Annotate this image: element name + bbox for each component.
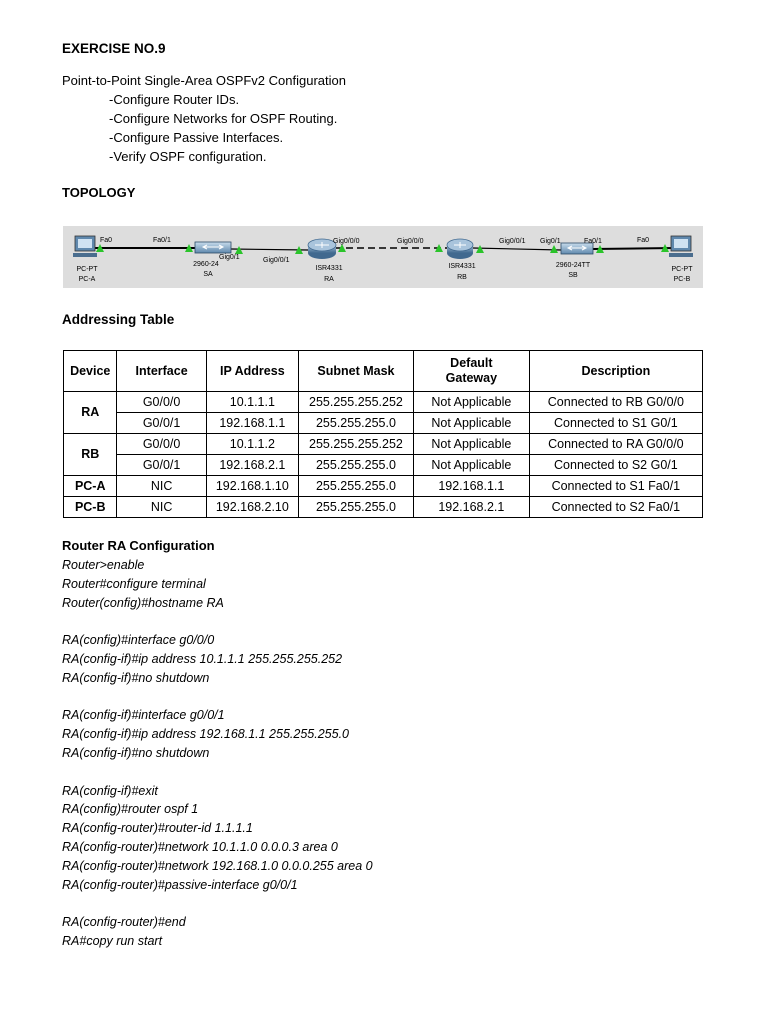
mask-cell: 255.255.255.252 — [298, 434, 413, 455]
device-name-label: PC-B — [673, 276, 691, 283]
command-line: RA(config-router)#router-id 1.1.1.1 — [62, 821, 253, 836]
column-header: Subnet Mask — [298, 351, 413, 392]
device-name-label: SA — [203, 271, 213, 278]
gateway-header-line: Gateway — [445, 371, 498, 385]
command-line: RA(config-if)#exit — [62, 783, 158, 798]
command-line: RA#copy run start — [62, 933, 163, 948]
device-model-label: 2960-24TT — [555, 262, 591, 269]
ip-cell: 192.168.1.10 — [206, 476, 298, 497]
ip-cell: 10.1.1.1 — [206, 392, 298, 413]
device-cell: RB — [64, 434, 117, 476]
description-cell: Connected to S1 G0/1 — [529, 413, 702, 434]
mask-cell: 255.255.255.0 — [298, 497, 413, 518]
port-label: Fa0 — [100, 237, 113, 244]
gateway-cell: Not Applicable — [413, 413, 529, 434]
port-label: Gig0/0/0 — [397, 238, 424, 245]
intro-section — [62, 71, 346, 166]
command-line: RA(config)#router ospf 1 — [62, 802, 199, 817]
description-cell: Connected to RA G0/0/0 — [529, 434, 702, 455]
task-item: -Configure Networks for OSPF Routing. — [109, 111, 338, 126]
description-cell: Connected to S2 Fa0/1 — [529, 497, 702, 518]
gateway-cell: 192.168.1.1 — [413, 476, 529, 497]
interface-cell: G0/0/0 — [117, 392, 206, 413]
device-name-label: PC-A — [78, 276, 96, 283]
command-line: RA(config-if)#interface g0/0/1 — [62, 708, 225, 723]
gateway-cell: Not Applicable — [413, 392, 529, 413]
gateway-header-line: Default — [450, 356, 493, 370]
command-line: Router>enable — [62, 558, 145, 572]
command-line — [62, 894, 373, 913]
command-line: RA(config-if)#ip address 192.168.1.1 255.255.255.0 — [62, 727, 349, 742]
description-cell: Connected to S1 Fa0/1 — [529, 476, 702, 497]
column-header: Description — [529, 351, 702, 392]
config-heading: Router RA Configuration — [62, 538, 215, 553]
gateway-cell: Not Applicable — [413, 434, 529, 455]
mask-cell: 255.255.255.0 — [298, 455, 413, 476]
port-label: Gig0/1 — [219, 254, 240, 261]
ip-cell: 10.1.1.2 — [206, 434, 298, 455]
device-model-label: ISR4331 — [315, 265, 343, 272]
command-line: RA(config-router)#passive-interface g0/0/1 — [62, 877, 298, 892]
command-line: RA(config-router)#network 192.168.1.0 0.0.0.255 area 0 — [62, 858, 373, 873]
table-row — [64, 413, 703, 434]
gateway-cell: Not Applicable — [413, 455, 529, 476]
device-model-label: PC-PT — [671, 266, 693, 273]
interface-cell: G0/0/1 — [117, 413, 206, 434]
command-line — [62, 763, 373, 782]
command-line: RA(config)#interface g0/0/0 — [62, 633, 215, 648]
command-line: RA(config-if)#ip address 10.1.1.1 255.255.255.252 — [62, 651, 343, 666]
command-line — [62, 612, 373, 631]
ip-cell: 192.168.1.1 — [206, 413, 298, 434]
device-name-label: RB — [457, 274, 467, 281]
mask-cell: 255.255.255.252 — [298, 392, 413, 413]
interface-cell: NIC — [117, 476, 206, 497]
diagram-background — [63, 226, 703, 288]
port-label: Gig0/0/1 — [263, 257, 290, 264]
description-cell: Connected to S2 G0/1 — [529, 455, 702, 476]
device-model-label: 2960-24 — [193, 261, 219, 268]
command-line: Router#configure terminal — [62, 576, 206, 591]
task-item: -Configure Passive Interfaces. — [109, 130, 284, 145]
port-label: Gig0/0/1 — [499, 238, 526, 245]
device-name-label: RA — [324, 276, 334, 283]
table-header-row — [64, 351, 703, 392]
command-line: RA(config-if)#no shutdown — [62, 745, 210, 760]
router-icon — [308, 239, 336, 259]
device-cell: PC-B — [64, 497, 117, 518]
command-line: Router(config)#hostname RA — [62, 595, 224, 610]
table-row — [64, 476, 703, 497]
interface-cell: G0/0/0 — [117, 434, 206, 455]
table-row — [64, 455, 703, 476]
table-row — [64, 434, 703, 455]
column-header — [413, 351, 529, 392]
pc-icon — [669, 236, 693, 257]
addressing-table — [63, 350, 703, 518]
switch-icon — [195, 242, 231, 253]
intro-heading: Point-to-Point Single-Area OSPFv2 Configuration — [62, 73, 346, 88]
device-name-label: SB — [568, 272, 578, 279]
task-item: -Verify OSPF configuration. — [109, 149, 267, 164]
column-header: Interface — [117, 351, 206, 392]
device-model-label: PC-PT — [76, 266, 98, 273]
pc-icon — [73, 236, 97, 257]
device-cell: PC-A — [64, 476, 117, 497]
config-commands — [62, 556, 373, 951]
ip-cell: 192.168.2.10 — [206, 497, 298, 518]
port-label: Gig0/0/0 — [333, 238, 360, 245]
mask-cell: 255.255.255.0 — [298, 476, 413, 497]
command-line: RA(config-if)#no shutdown — [62, 670, 210, 685]
column-header: IP Address — [206, 351, 298, 392]
addressing-table-heading: Addressing Table — [62, 312, 175, 327]
port-label: Fa0/1 — [584, 238, 602, 245]
command-line — [62, 688, 373, 707]
port-label: Gig0/1 — [540, 238, 561, 245]
router-icon — [447, 239, 473, 259]
topology-heading: TOPOLOGY — [62, 185, 136, 200]
device-cell: RA — [64, 392, 117, 434]
mask-cell: 255.255.255.0 — [298, 413, 413, 434]
device-model-label: ISR4331 — [448, 263, 476, 270]
exercise-title: EXERCISE NO.9 — [62, 41, 166, 56]
port-label: Fa0 — [637, 237, 650, 244]
command-line: RA(config-router)#network 10.1.1.0 0.0.0.3 area 0 — [62, 839, 338, 854]
description-cell: Connected to RB G0/0/0 — [529, 392, 702, 413]
command-line: RA(config-router)#end — [62, 915, 186, 930]
gateway-cell: 192.168.2.1 — [413, 497, 529, 518]
interface-cell: NIC — [117, 497, 206, 518]
column-header: Device — [64, 351, 117, 392]
ip-cell: 192.168.2.1 — [206, 455, 298, 476]
port-label: Fa0/1 — [153, 237, 171, 244]
table-row — [64, 392, 703, 413]
task-item: -Configure Router IDs. — [109, 92, 240, 107]
interface-cell: G0/0/1 — [117, 455, 206, 476]
topology-diagram — [63, 226, 703, 288]
table-row — [64, 497, 703, 518]
